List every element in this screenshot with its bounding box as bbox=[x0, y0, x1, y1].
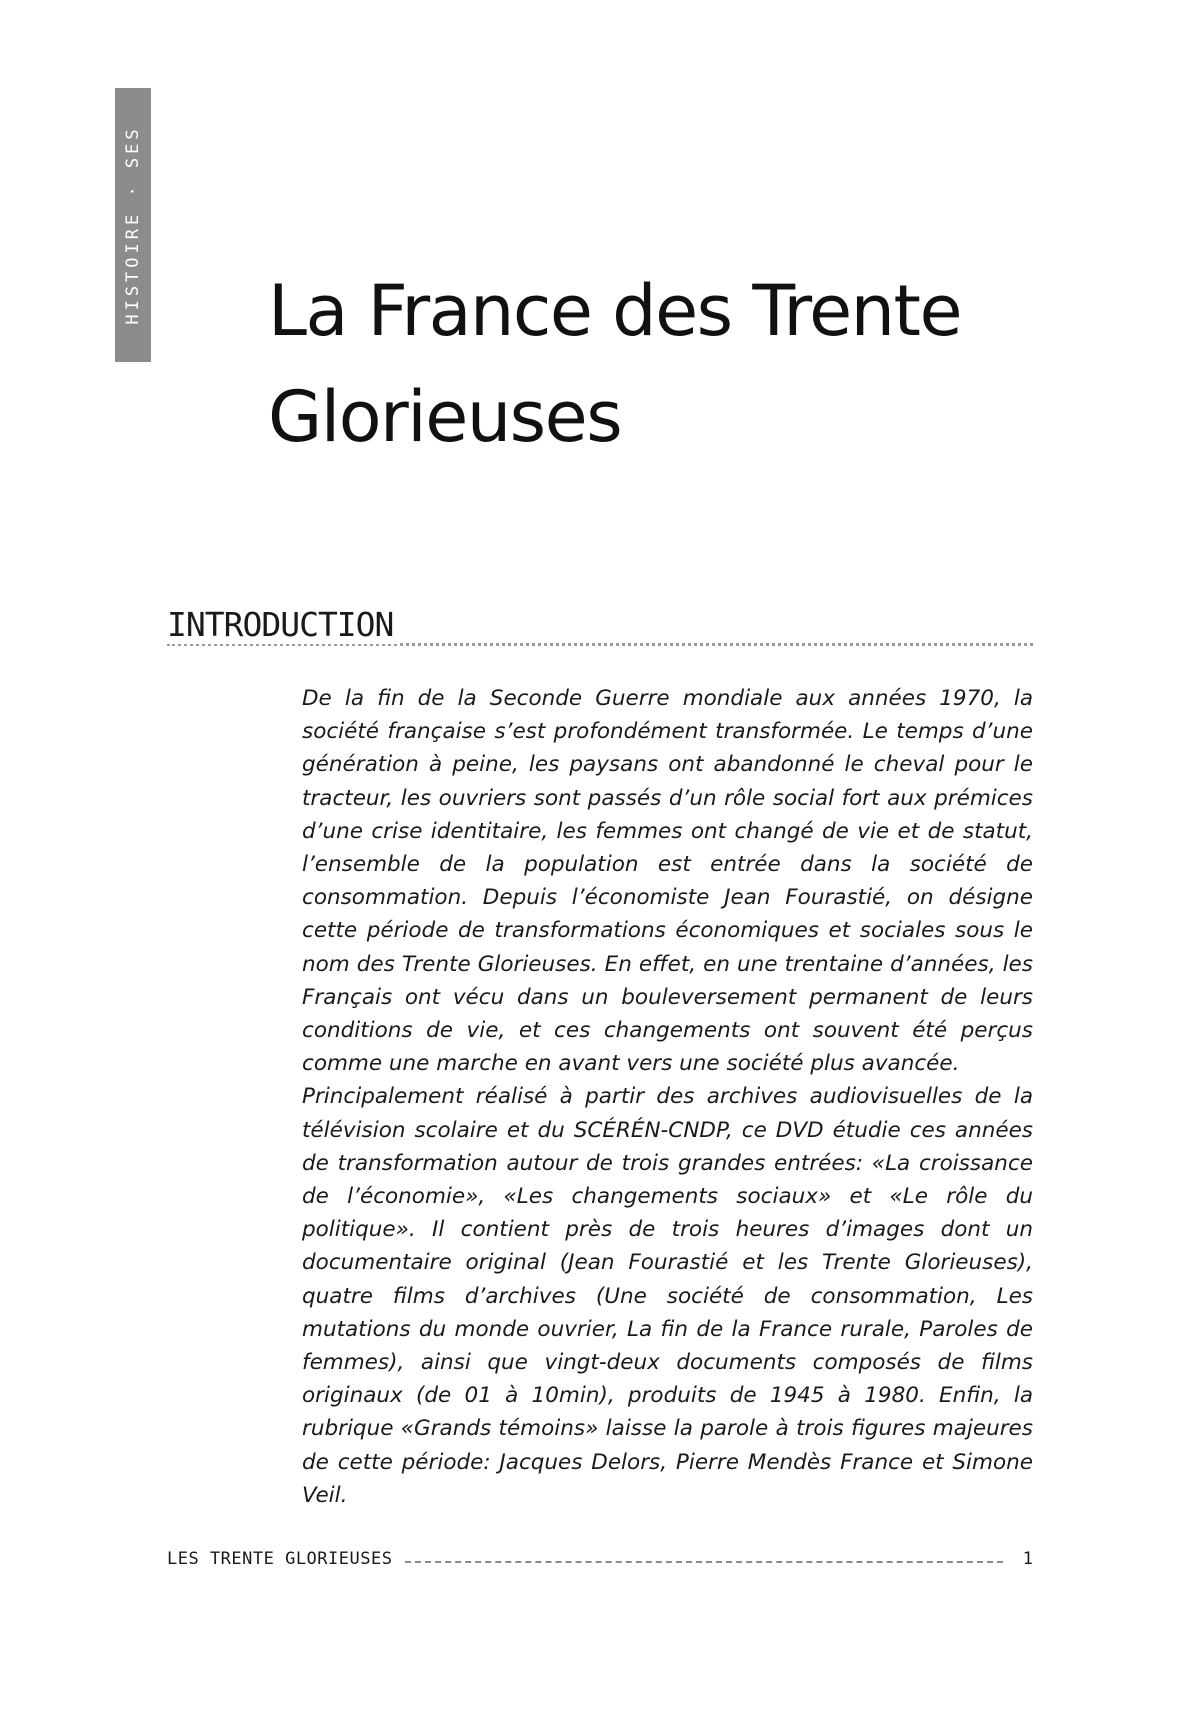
side-tab-label: HISTOIRE · SES bbox=[123, 125, 143, 325]
page-footer bbox=[167, 1549, 1033, 1579]
side-tab bbox=[115, 88, 151, 362]
introduction-text bbox=[302, 682, 1033, 1512]
page-title: La France des Trente Glorieuses bbox=[268, 270, 962, 458]
footer-title: LES TRENTE GLORIEUSES bbox=[167, 1549, 398, 1569]
footer-leader bbox=[405, 1561, 1003, 1563]
page-number: 1 bbox=[1017, 1549, 1033, 1569]
section-heading bbox=[167, 600, 1033, 650]
intro-paragraph-1: De la fin de la Seconde Guerre mondiale aux années 1970, la société française s’est profondément transformée. Le temps d’une génération à peine, les paysans ont abandonné le cheval pour le tracteur, les ouvriers sont passés d’un rôle social fort aux prémices d’une crise identitaire, les femmes ont changé de vie et de statut, l’ensemble de la population est entrée dans la société de consommation. Depuis l’économiste Jean Fourastié, on désigne cette période de transformations économiques et sociales sous le nom des Trente Glorieuses. En effet, en une trentaine d’années, les Français ont vécu dans un bouleversement permanent de leurs conditions de vie, et ces changements ont souvent été perçus comme une marche en avant vers une société plus avancée. bbox=[302, 686, 1033, 1077]
intro-paragraph-2: Principalement réalisé à partir des archives audiovisuelles de la télévision scolaire et du SCÉRÉN-CNDP, ce DVD étudie ces années de transformation autour de trois grandes entrées: «La croissance de l’économie», «Les changements sociaux» et «Le rôle du politique». Il contient près de trois heures d’images dont un documentaire original (Jean Fourastié et les Trente Glorieuses), quatre films d’archives (Une société de consommation, Les mutations du monde ouvrier, La fin de la France rurale, Paroles de femmes), ainsi que vingt-deux documents composés de films originaux (de 01 à 10min), produits de 1945 à 1980. Enfin, la rubrique «Grands témoins» laisse la parole à trois figures majeures de cette période: Jacques Delors, Pierre Mendès France et Simone Veil. bbox=[302, 1084, 1033, 1508]
section-heading-label: INTRODUCTION bbox=[167, 605, 397, 644]
